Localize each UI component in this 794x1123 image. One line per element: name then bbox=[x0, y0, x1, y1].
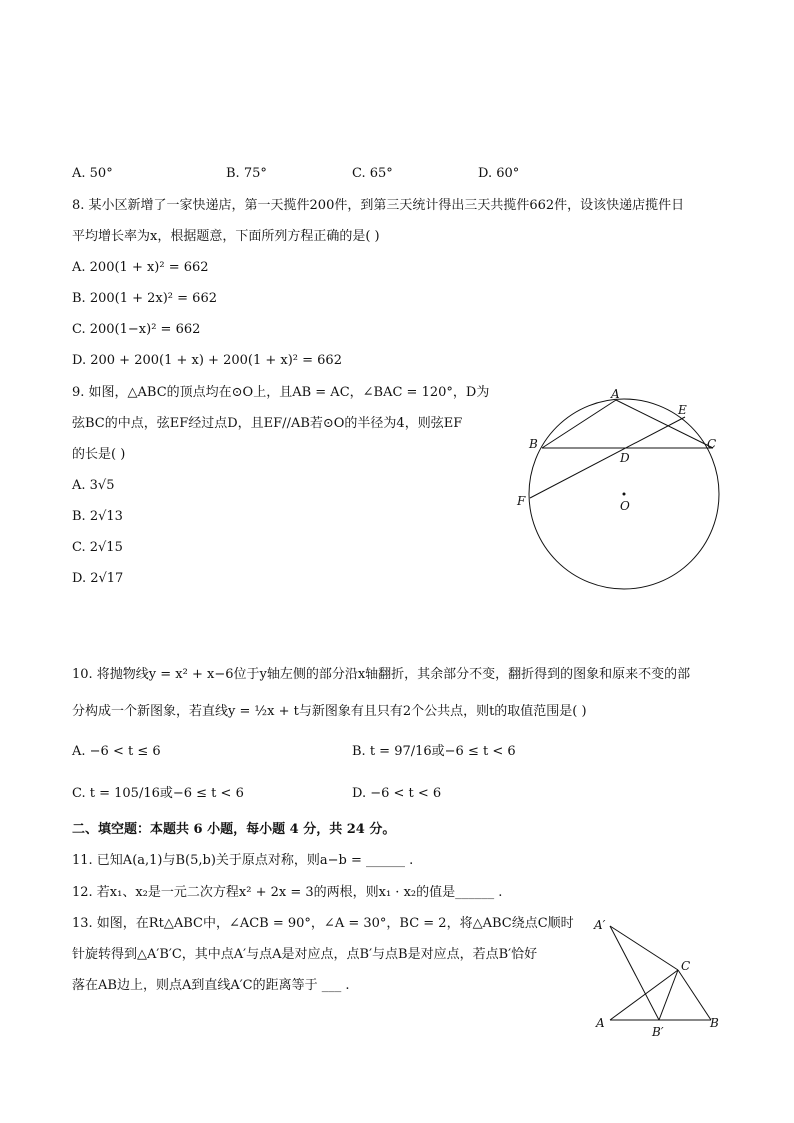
label-a-prime: A′ bbox=[594, 918, 606, 932]
q11-text: 11. 已知A(a,1)与B(5,b)关于原点对称，则a−b = ______ . bbox=[72, 853, 414, 868]
label-e: E bbox=[678, 403, 687, 417]
q8-option-d: D. 200 + 200(1 + x) + 200(1 + x)² = 662 bbox=[72, 353, 342, 368]
q9-circle-figure bbox=[510, 385, 730, 595]
center-point bbox=[623, 493, 626, 496]
q10-line-2: 分构成一个新图象，若直线y = ½x + t与新图象有且只有2个公共点，则t的取值范围是( ) bbox=[72, 704, 587, 719]
q7-option-b: B. 75° bbox=[226, 166, 267, 181]
q8-option-a: A. 200(1 + x)² = 662 bbox=[72, 260, 209, 275]
segment-cb bbox=[678, 970, 711, 1020]
q9-line-3: 的长是( ) bbox=[72, 447, 126, 462]
label-a: A bbox=[611, 387, 620, 401]
q8-option-c: C. 200(1−x)² = 662 bbox=[72, 322, 201, 337]
q9-line-1: 9. 如图，△ABC的顶点均在⊙O上，且AB = AC，∠BAC = 120°，D为 bbox=[72, 385, 490, 400]
segment-ef bbox=[530, 417, 685, 498]
q9-line-2: 弦BC的中点，弦EF经过点D，且EF//AB若⊙O的半径为4，则弦EF bbox=[72, 416, 463, 431]
q8-line-1: 8. 某小区新增了一家快递店，第一天揽件200件，到第三天统计得出三天共揽件662件，设该快递店揽件日 bbox=[72, 198, 685, 213]
q13-line-1: 13. 如图，在Rt△ABC中，∠ACB = 90°，∠A = 30°，BC = 2，将△ABC绕点C顺时 bbox=[72, 916, 574, 931]
section-heading: 二、填空题：本题共 6 小题，每小题 4 分，共 24 分。 bbox=[72, 822, 396, 837]
q9-option-b: B. 2√13 bbox=[72, 509, 123, 524]
segment-ab bbox=[542, 400, 616, 448]
q7-option-d: D. 60° bbox=[478, 166, 520, 181]
q8-option-b: B. 200(1 + 2x)² = 662 bbox=[72, 291, 217, 306]
q13-triangle-figure bbox=[590, 912, 725, 1040]
q10-option-b: B. t = 97/16或−6 ≤ t < 6 bbox=[352, 744, 516, 759]
label-o: O bbox=[620, 499, 630, 513]
q13-line-3: 落在AB边上，则点A到直线A′C的距离等于 ___ . bbox=[72, 978, 350, 993]
q9-option-d: D. 2√17 bbox=[72, 571, 124, 586]
q7-option-a: A. 50° bbox=[72, 166, 113, 181]
q8-line-2: 平均增长率为x，根据题意，下面所列方程正确的是( ) bbox=[72, 229, 380, 244]
label-b: B bbox=[710, 1016, 719, 1030]
q9-option-a: A. 3√5 bbox=[72, 478, 115, 493]
label-a: A bbox=[596, 1016, 605, 1030]
q7-option-c: C. 65° bbox=[352, 166, 393, 181]
segment-a-prime-c bbox=[610, 926, 678, 970]
label-c: C bbox=[681, 959, 691, 973]
label-f: F bbox=[517, 494, 526, 508]
q10-line-1: 10. 将抛物线y = x² + x−6位于y轴左侧的部分沿x轴翻折，其余部分不变，翻折得到的图象和原来不变的部 bbox=[72, 667, 691, 682]
q10-option-d: D. −6 < t < 6 bbox=[352, 786, 442, 801]
label-b-prime: B′ bbox=[652, 1025, 664, 1039]
q13-line-2: 针旋转得到△A′B′C，其中点A′与点A是对应点，点B′与点B是对应点，若点B′恰好 bbox=[72, 947, 538, 962]
q12-text: 12. 若x₁、x₂是一元二次方程x² + 2x = 3的两根，则x₁ · x₂的值是______ . bbox=[72, 885, 503, 900]
q10-option-c: C. t = 105/16或−6 ≤ t < 6 bbox=[72, 786, 244, 801]
segment-ac bbox=[610, 970, 678, 1020]
label-c: C bbox=[707, 437, 717, 451]
segment-ac bbox=[616, 400, 713, 448]
segment-a-prime-b-prime bbox=[610, 926, 659, 1020]
q9-option-c: C. 2√15 bbox=[72, 540, 123, 555]
label-d: D bbox=[620, 451, 630, 465]
q10-option-a: A. −6 < t ≤ 6 bbox=[72, 744, 161, 759]
label-b: B bbox=[529, 437, 538, 451]
